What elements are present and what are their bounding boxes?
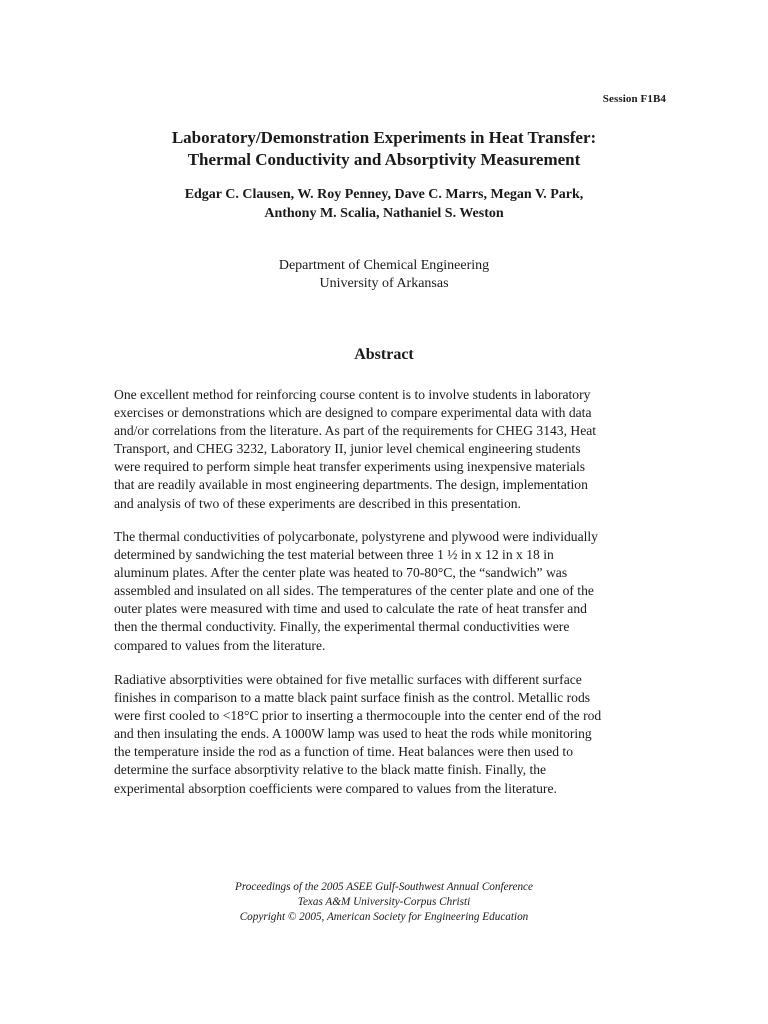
paragraph-line: and then insulating the ends. A 1000W lamp was used to heat the rods while monitoring [114, 726, 592, 742]
abstract-heading: Abstract [354, 346, 414, 363]
paragraph-line: that are readily available in most engineering departments. The design, implementation [114, 477, 588, 493]
paragraph-line: exercises or demonstrations which are designed to compare experimental data with data [114, 405, 592, 421]
affiliation-department: Department of Chemical Engineering [278, 258, 490, 273]
paragraph-line: and/or correlations from the literature. As part of the requirements for CHEG 3143, Heat [114, 423, 597, 439]
footer-proceedings: Proceedings of the 2005 ASEE Gulf-Southwest Annual Conference [235, 881, 533, 893]
paragraph-line: determined by sandwiching the test material between three 1 ½ in x 12 in x 18 in [114, 547, 554, 563]
paragraph-line: Transport, and CHEG 3232, Laboratory II, junior level chemical engineering students [114, 441, 581, 457]
paragraph-line: One excellent method for reinforcing course content is to involve students in laboratory [114, 387, 591, 402]
page-footer [0, 880, 768, 925]
paragraph-line: were required to perform simple heat transfer experiments using inexpensive materials [114, 459, 586, 475]
abstract-paragraph-3 [114, 671, 659, 798]
paragraph-line: determine the surface absorptivity relative to the black matte finish. Finally, the [114, 762, 547, 778]
paragraph-line: then the thermal conductivity. Finally, the experimental thermal conductivities were [114, 619, 570, 635]
paragraph-line: compared to values from the literature. [114, 637, 326, 653]
footer-venue: Texas A&M University-Corpus Christi [297, 896, 471, 908]
paragraph-line: The thermal conductivities of polycarbonate, polystyrene and plywood were individually [114, 529, 598, 544]
authors-line-2: Anthony M. Scalia, Nathaniel S. Weston [264, 206, 504, 221]
paragraph-line: finishes in comparison to a matte black paint surface finish as the control. Metallic rods [114, 690, 591, 706]
paper-title [0, 127, 768, 171]
paragraph-line: the temperature inside the rod as a function of time. Heat balances were then used to [114, 744, 573, 760]
abstract-paragraph-1 [114, 386, 659, 513]
paragraph-line: and analysis of two of these experiments are described in this presentation. [114, 495, 521, 511]
affiliation [0, 257, 768, 293]
paragraph-line: were first cooled to <18°C prior to inserting a thermocouple into the center end of the rod [114, 708, 602, 724]
authors-line-1: Edgar C. Clausen, W. Roy Penney, Dave C. Marrs, Megan V. Park, [184, 187, 584, 202]
title-line-2: Thermal Conductivity and Absorptivity Measurement [187, 150, 581, 169]
paragraph-line: experimental absorption coefficients were compared to values from the literature. [114, 780, 557, 796]
abstract-paragraph-2 [114, 528, 659, 655]
session-label: Session F1B4 [602, 93, 666, 105]
affiliation-university: University of Arkansas [319, 276, 449, 291]
paragraph-line: outer plates were measured with time and used to calculate the rate of heat transfer and [114, 601, 587, 617]
paragraph-line: aluminum plates. After the center plate was heated to 70-80°C, the “sandwich” was [114, 565, 568, 581]
paragraph-line: assembled and insulated on all sides. The temperatures of the center plate and one of the [114, 583, 594, 599]
footer-copyright: Copyright © 2005, American Society for Engineering Education [239, 911, 529, 923]
paragraph-line: Radiative absorptivities were obtained for five metallic surfaces with different surface [114, 672, 582, 687]
title-line-1: Laboratory/Demonstration Experiments in Heat Transfer: [171, 128, 597, 147]
author-list [0, 185, 768, 223]
